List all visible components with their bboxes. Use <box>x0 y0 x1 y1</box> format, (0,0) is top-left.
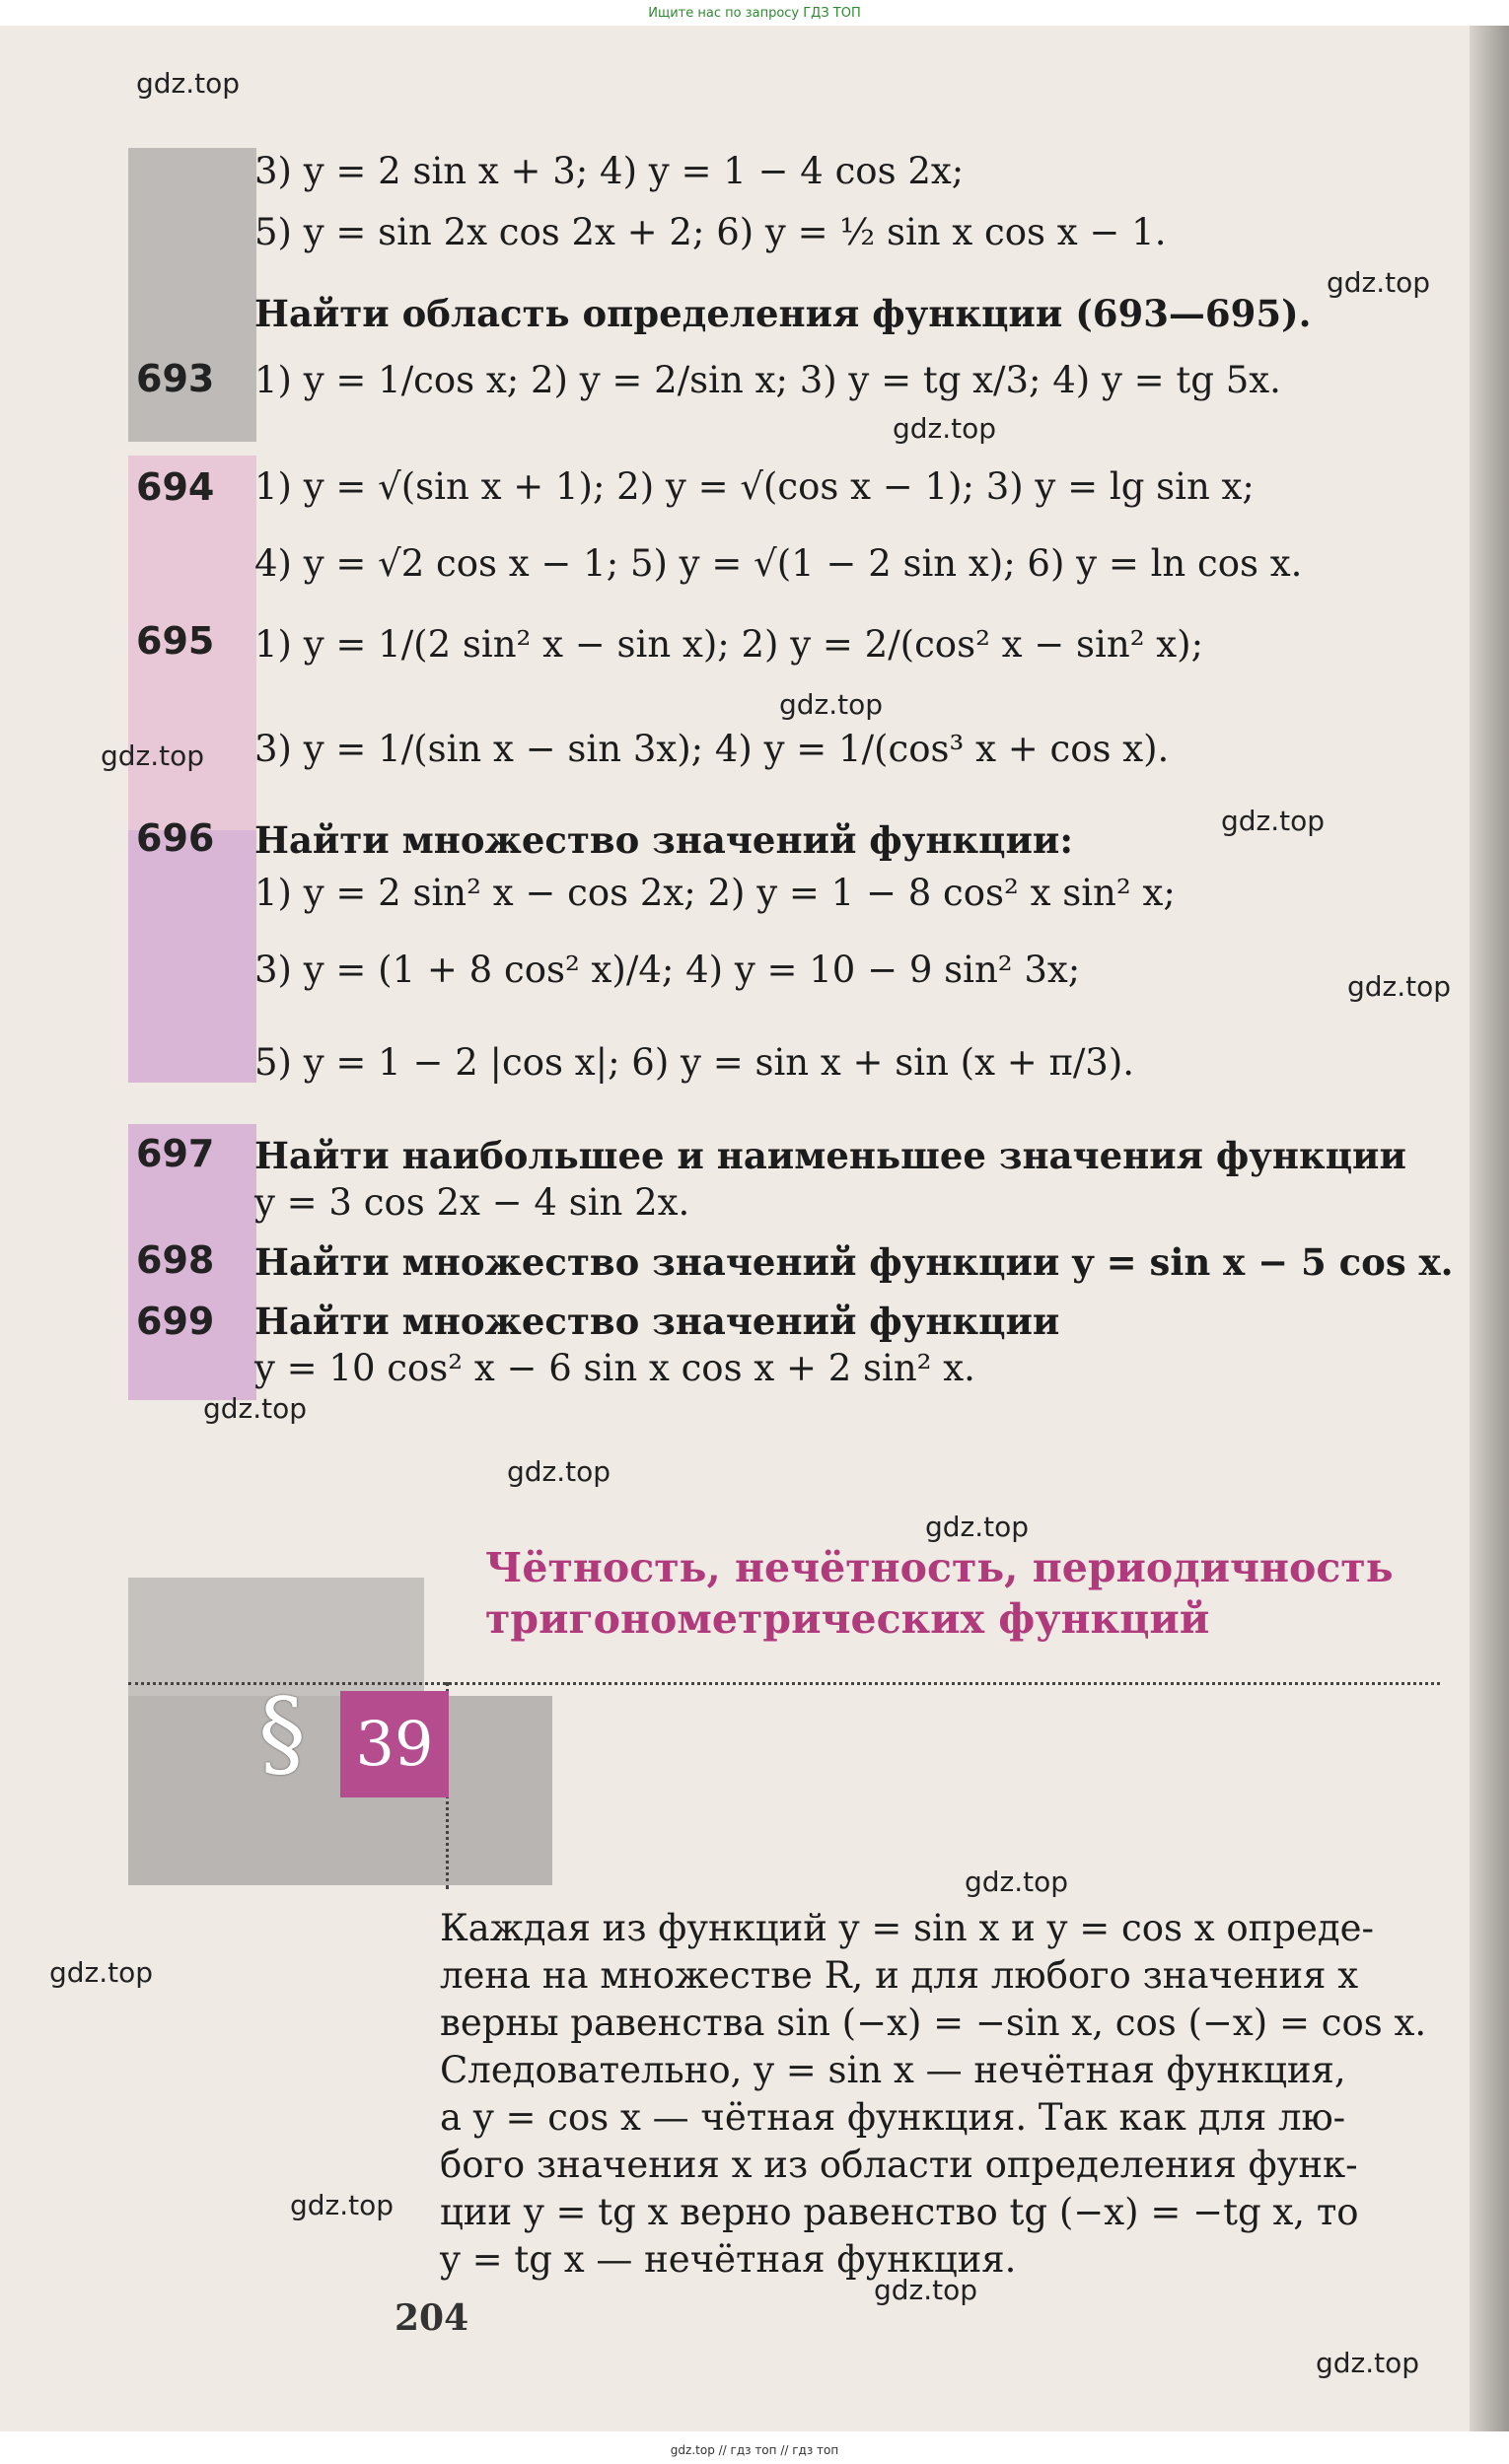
task-heading: Найти множество значений функции y = sin x − 5 cos x. <box>254 1240 1454 1284</box>
exercise-line: y = 10 cos² x − 6 sin x cos x + 2 sin² x. <box>254 1347 975 1389</box>
footer-links[interactable]: gdz.top // гдз топ // гдз топ <box>670 2443 839 2457</box>
paragraph-line: y = tg x — нечётная функция. <box>440 2238 1017 2281</box>
task-heading: Найти множество значений функции <box>254 1300 1060 1343</box>
watermark: gdz.top <box>203 1392 308 1425</box>
dotted-divider <box>128 1682 1440 1685</box>
problem-number-699: 699 <box>136 1300 215 1343</box>
task-heading: Найти множество значений функции: <box>254 818 1074 862</box>
watermark: gdz.top <box>101 739 205 772</box>
watermark: gdz.top <box>1316 2347 1420 2379</box>
paragraph-line: верны равенства sin (−x) = −sin x, cos (−x) = cos x. <box>440 2002 1427 2044</box>
problem-number-693: 693 <box>136 357 215 400</box>
task-heading: Найти наибольшее и наименьшее значения функции <box>254 1134 1406 1177</box>
paragraph-line: ции y = tg x верно равенство tg (−x) = −tg x, то <box>440 2191 1359 2233</box>
watermark: gdz.top <box>1221 805 1326 837</box>
section-sign-icon: § <box>258 1678 306 1789</box>
exercise-line: 3) y = 1/(sin x − sin 3x); 4) y = 1/(cos³ x + cos x). <box>254 728 1170 770</box>
exercise-line: 1) y = 2 sin² x − cos 2x; 2) y = 1 − 8 cos² x sin² x; <box>254 872 1176 914</box>
paragraph-line: лена на множестве R, и для любого значения x <box>440 1954 1359 1997</box>
problem-number-696: 696 <box>136 816 215 860</box>
page-edge-shadow <box>1470 26 1509 2431</box>
problem-number-694: 694 <box>136 465 215 509</box>
exercise-line: 3) y = 2 sin x + 3; 4) y = 1 − 4 cos 2x; <box>254 150 965 192</box>
watermark: gdz.top <box>1347 970 1452 1003</box>
watermark: gdz.top <box>290 2189 395 2221</box>
watermark: gdz.top <box>136 67 241 100</box>
exercise-line: 1) y = 1/(2 sin² x − sin x); 2) y = 2/(cos² x − sin² x); <box>254 623 1204 666</box>
section-title-line-2: тригонометрических функций <box>485 1595 1210 1643</box>
margin-band-pink-2 <box>128 830 256 1083</box>
problem-number-698: 698 <box>136 1238 215 1282</box>
paragraph-line: Каждая из функций y = sin x и y = cos x опреде- <box>440 1907 1375 1949</box>
paragraph-line: а y = cos x — чётная функция. Так как для лю- <box>440 2096 1346 2139</box>
watermark: gdz.top <box>507 1455 611 1488</box>
paragraph-line: Следовательно, y = sin x — нечётная функция, <box>440 2049 1346 2091</box>
watermark: gdz.top <box>893 412 997 445</box>
watermark: gdz.top <box>925 1511 1030 1543</box>
paragraph-line: бого значения x из области определения функ- <box>440 2144 1358 2186</box>
section-number: 39 <box>340 1691 449 1797</box>
watermark: gdz.top <box>874 2274 978 2306</box>
page-number: 204 <box>395 2297 469 2339</box>
top-banner[interactable]: Ищите нас по запросу ГДЗ ТОП <box>648 6 861 21</box>
exercise-line: 5) y = 1 − 2 |cos x|; 6) y = sin x + sin (x + π/3). <box>254 1041 1135 1084</box>
exercise-line: 1) y = √(sin x + 1); 2) y = √(cos x − 1); 3) y = lg sin x; <box>254 465 1255 508</box>
task-heading: Найти область определения функции (693—695). <box>254 292 1312 335</box>
problem-number-697: 697 <box>136 1132 215 1175</box>
section-title-line-1: Чётность, нечётность, периодичность <box>485 1544 1394 1591</box>
exercise-line: y = 3 cos 2x − 4 sin 2x. <box>254 1181 690 1224</box>
watermark: gdz.top <box>1327 266 1431 299</box>
exercise-line: 4) y = √2 cos x − 1; 5) y = √(1 − 2 sin x); 6) y = ln cos x. <box>254 542 1303 585</box>
exercise-line: 5) y = sin 2x cos 2x + 2; 6) y = ½ sin x cos x − 1. <box>254 211 1167 253</box>
exercise-line: 1) y = 1/cos x; 2) y = 2/sin x; 3) y = tg x/3; 4) y = tg 5x. <box>254 359 1281 401</box>
exercise-line: 3) y = (1 + 8 cos² x)/4; 4) y = 10 − 9 sin² 3x; <box>254 949 1081 991</box>
watermark: gdz.top <box>779 688 884 721</box>
watermark: gdz.top <box>49 1956 154 1989</box>
watermark: gdz.top <box>965 1866 1069 1898</box>
problem-number-695: 695 <box>136 619 215 663</box>
